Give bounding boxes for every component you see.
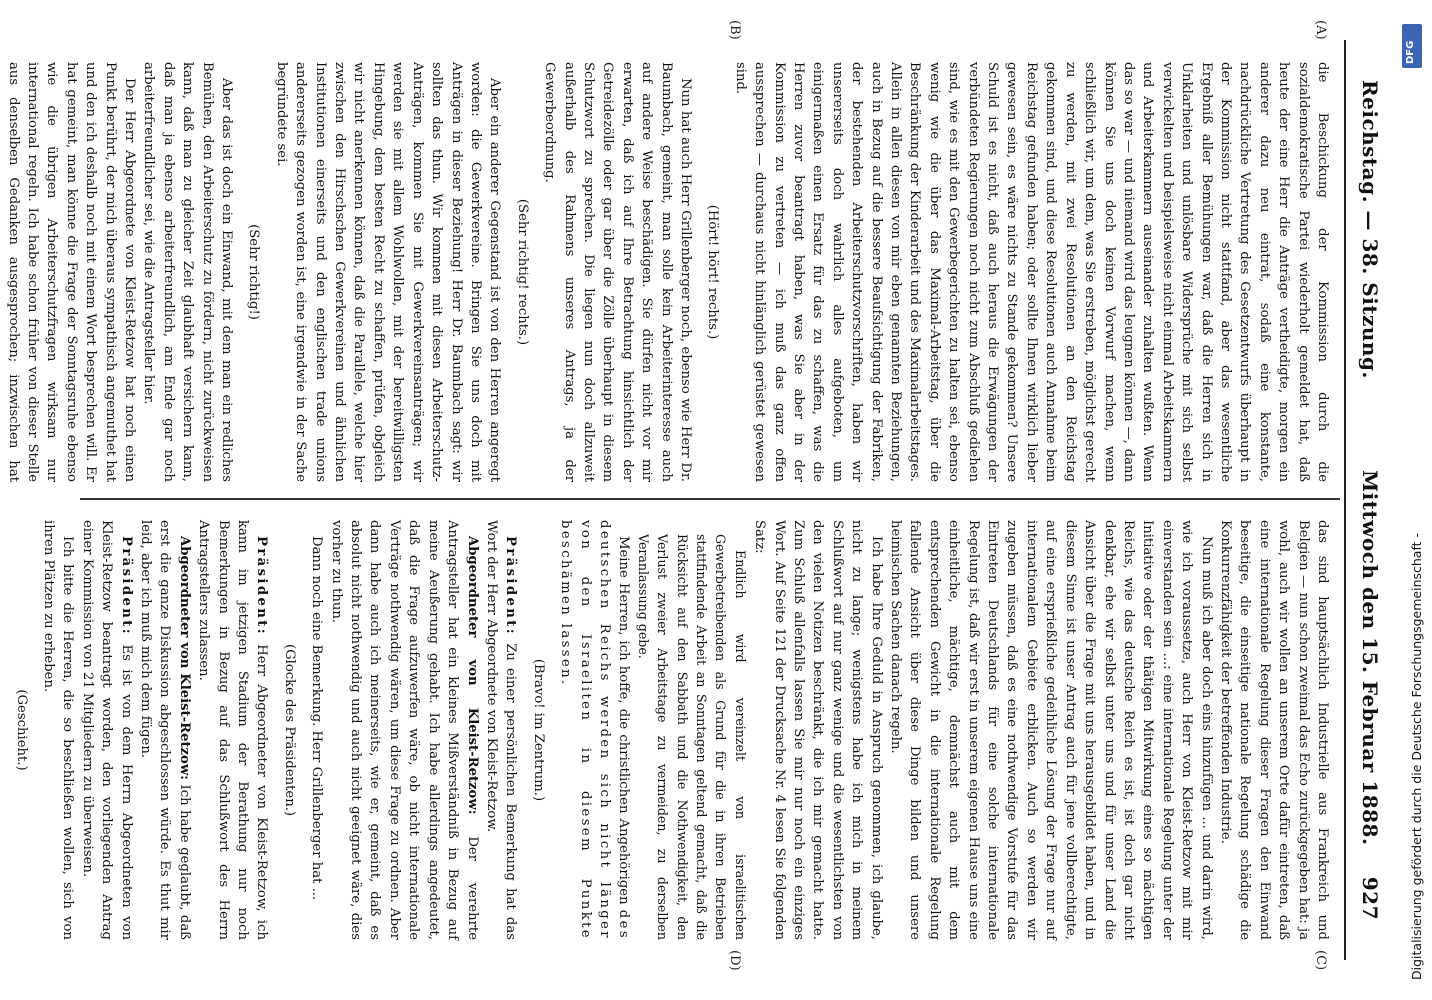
paragraph: Ich habe Ihre Geduld in Anspruch genommen, ich glaube, nicht zu lange; wenigstens habe ich mich in meinem Schlußwort auf nur ganz wenige und die wesentlichsten von den vielen Notizen beschränkt, die ich mir gemacht hatte. Zum Schluß allenfalls lassen Sie mir nur noch ein einziges Wort. Auf Seite 121 der Drucksache Nr. 4 lesen Sie folgenden Satz: bbox=[752, 520, 884, 940]
paragraph: Der Herr Abgeordnete von Kleist-Retzow hat noch einen Punkt berührt, der mich überaus sympathisch angemuthet hat und den ich deshalb noch mit einem Wort besprechen will. Er hat gemeint, man könne die Frage der Sonntagsruhe ebenso wie die übrigen Arbeiterschutzfragen wirksam nur international regeln. Ich habe schon früher von dieser Stelle aus denselben Gedanken ausgesprochen; inzwischen hat bbox=[5, 62, 138, 482]
credit-text: Digitalisierung gefördert durch die Deutsche Forschungsgemeinschaft - bbox=[1409, 532, 1424, 980]
paragraph: Dann noch eine Bemerkung. Herr Grillenberger hat ... bbox=[309, 536, 325, 901]
speaker-label: Abgeordneter von Kleist-Retzow: bbox=[176, 536, 192, 781]
paragraph bbox=[194, 520, 272, 940]
speech-text: Es ist von dem Herrn Abgeordneten von Kleist-Retzow beantragt worden, den vorliegenden Antrag einer Kommission von 21 Mitgliedern zu überweisen. bbox=[79, 520, 134, 940]
margin-mark-a: (A) bbox=[1313, 20, 1328, 40]
margin-mark-d: (D) bbox=[727, 950, 742, 971]
speaker-label: Präsident: bbox=[254, 536, 270, 637]
paragraph bbox=[482, 520, 521, 940]
left-column bbox=[0, 62, 1332, 482]
page-number: 927 bbox=[1358, 876, 1382, 920]
header-rule bbox=[1344, 40, 1346, 960]
margin-mark-c: (C) bbox=[1313, 950, 1328, 971]
header-title: Reichstag. — 38. Sitzung. bbox=[1358, 80, 1382, 379]
paragraph bbox=[136, 520, 194, 940]
paragraph: die Beschickung der Kommission durch die sozialdemokratische Partei wiederholt gemeldet hat, daß heute der eine Herr die Anträge vertheidigte, morgen ein anderer dazu neu eintrat, sodaß eine konstante, nachdrückliche Vertretung des Gesetzentwurfs überhaupt in der Kommission nicht stattfand, aber das wesentliche Ergebniß aller Bemühungen war, daß die Herren sich in Unklarheiten und unlösbare Widersprüche mit sich selbst verwickelten und beispielsweise nicht einmal Arbeitskammern und Arbeiterkammern auseinander zuhalten wußten. Wenn das so war — und niemand wird das leugnen können —, dann können Sie uns doch keinen Vorwurf machen, wenn schließlich wir, um dem, was Sie erstreben, möglichst gerecht zu werden, mit zwei Resolutionen an den Reichstag gekommen sind, und diese Resolutionen auch Annahme beim Reichstag gefunden haben; oder sollte Ihnen wirklich lieber gewesen sein, es wäre nichts zu Stande gekommen? Unsere Schuld ist es nicht, daß auch heraus die Erwägungen der verbündeten Regierungen noch nicht zum Abschluß gediehen sind, wie es mit den Gewerbegerichten zu halten sei, ebenso wenig wie die über das Maximal-Arbeitstag, über die Beschränkung der Kinderarbeit und des Maximalarbeitstages. Allein in allen diesen von mir eben genannten Beziehungen, auch in Bezug auf die bessere Beaufsichtigung der Fabriken, der bestehenden Arbeiterschutzvorschriften, haben wir unsererseits doch wahrlich alles aufgeboten, um einigermaßen einen Ersatz für das zu schaffen, was die Herren zuvor beantragt haben, was Sie aber in der Kommission zu vertreten — ich muß das ganz offen aussprechen — durchaus nicht hinlänglich gerüstet gewesen sind. bbox=[732, 62, 1330, 482]
margin-mark-b: (B) bbox=[727, 20, 742, 40]
paragraph: Ich bitte die Herren, die so beschließen wollen, sich von ihren Plätzen zu erheben. bbox=[41, 520, 76, 940]
paragraph: Aber ein anderer Gegenstand ist von den Herren angeregt worden: die Gewerkvereine. Bringen Sie uns doch mit Anträgen in dieser Beziehung! Herr Dr. Baumbach sagt: wir sollten das thun. Wir kommen mit diesen Arbeiterschutz-Anträgen, kommen Sie mit Gewerkvereinsanträgen; wir werden sie mit allem Wohlwollen, mit der bereitwilligsten Hingebung, dem besten Recht zu schaffen, prüfen, obgleich wir nicht anerkennen können, daß die Parallele, welche hier zwischen den Hirschschen Gewerkvereinen und ähnlichen Institutionen einerseits und den englischen trade unions andererseits gezogen worden ist, eine irgendwie in der Sache begründete sei. bbox=[273, 62, 503, 482]
interjection: (Geschieht.) bbox=[13, 689, 29, 771]
emphasized-text: des deutschen Reichs werden sich nicht länger von den Israeliten in diesem Punkte beschämen lassen. bbox=[558, 520, 632, 940]
page-header bbox=[1352, 40, 1382, 960]
speech-text: Herr Abgeordneter von Kleist-Retzow, ich kann im jetzigen Stadium der Berathung nur noch Bemerkungen in Bezug auf das Schlußwort des Herrn Antragstellers zulassen. bbox=[196, 520, 270, 940]
paragraph bbox=[326, 520, 481, 940]
paragraph: Aber das ist doch ein Einwand, mit dem man ein redliches Bemühen, den Arbeiterschutz zu fördern, nicht zurückweisen kann, daß man zu gleicher Zeit glaubhaft versichern kann, daß man ja ebenso arbeiterfreundlich, am Ende gar noch arbeiterfreundlicher sei, wie die Antragsteller hier. bbox=[141, 62, 235, 482]
quotation: Endlich wird vereinzelt von israelitischen Gewerbetreibenden als Grund für die in ihren Betrieben stattfindende Arbeit an Sonntagen geltend gemacht, daß die Rücksicht auf den Sabbath und die Nothwendigkeit, den Verlust zweier Arbeitstage zu vermeiden, zu derselben Veranlassung gebe. bbox=[635, 534, 748, 940]
interjection: (Sehr richtig! rechts.) bbox=[514, 198, 530, 346]
column-divider bbox=[80, 498, 1340, 500]
speech-text: Ich habe geglaubt, daß erst die ganze Diskussion abgeschlossen würde. Es thut mir leid, aber ich muß mich dem fügen. bbox=[138, 520, 192, 940]
paragraph-text: Meine Herren, ich hoffe, die christlichen Angehörigen bbox=[616, 536, 632, 905]
interjection: (Sehr richtig!) bbox=[246, 224, 262, 320]
interjection: (Glocke des Präsidenten.) bbox=[281, 643, 297, 817]
speaker-label: Präsident: bbox=[503, 536, 519, 637]
speech-text: Der verehrte Antragsteller hat ein kleines Mißverständniß in Bezug auf meine Aeußerung gehabt. Ich habe allerdings angedeutet, daß die Frage aufzuwerfen wäre, ob nicht internationale Verträge nothwendig wären, um diese Frage zu ordnen. Aber dann habe auch ich meinerseits, wie er, gemeint, daß es absolut nicht nothwendig und auch nicht geeignet wäre, dies vorher zu thun. bbox=[328, 520, 480, 940]
paragraph: Nun hat auch Herr Grillenberger noch, ebenso wie Herr Dr. Baumbach, gemeint, man solle kein Arbeiterinteresse auch auf andere Weise beschädigen. Sie dürfen nicht vor mir erwarten, daß ich auf Ihre Betrachtung hinsichtlich der Getreidezölle oder gar über die Zölle überhaupt in diesem Schutzwort zu sprechen. Die liegen nun doch allzuweit außerhalb des Rahmens unseres Antrags, ja der Gewerbeordnung. bbox=[542, 62, 693, 482]
paragraph: Nun muß ich aber doch eins hinzufügen ... und darin wird, wie ich voraussetze, auch Herr von Kleist-Retzow mit mir einverstanden sein ...: eine internationale Regelung unter der Initiative oder der thätigen Mitwirkung eines so mächtigen Reichs, wie das deutsche Reich es ist, ist doch gar nicht denkbar, ehe wir selbst unter uns und für unser Land die Ansicht über die Frage mit uns herausgebildet haben, und in diesem Sinne ist unser Antrag auch für jene vollberechtigte, auf eine ersprießliche gedeihliche Lösung der Frage nur auf internationalem Gebiete erblicken. Auch so werden wir zugeben müssen, daß es eine nothwendige Vorstufe für das Eintreten Deutschlands für eine solche internationale Regelung ist, daß wir erst in unserem eigenen Hause uns eine einheitliche, mächtige, demnächst auch mit dem entsprechenden Gewicht in die internationale Regelung fallende Ansicht über diese Dinge bilden und unsere heimischen Sachen danach regeln. bbox=[888, 520, 1214, 940]
interjection: (Hört! hört! rechts.) bbox=[705, 204, 721, 340]
interjection: (Bravo! im Zentrum.) bbox=[530, 658, 546, 802]
dfg-logo: DFG bbox=[1402, 24, 1422, 68]
paragraph bbox=[556, 520, 634, 940]
right-column bbox=[3, 520, 1332, 940]
paragraph bbox=[77, 520, 135, 940]
paragraph: das sind hauptsächlich Industrielle aus Frankreich und Belgien — nun schon zweimal das Echo zurückgegeben hat: ja wohl, auch wir wollen an unserem Orte dafür eintreten, daß eine internationale Regelung dieser Fragen den Einwand beseitige, die einseitige nationale Regelung schädige die Konkurrenzfähigkeit der betreffenden Industrie. bbox=[1217, 520, 1330, 940]
speech-text: Zu einer persönlichen Bemerkung hat das Wort der Herr Abgeordnete von Kleist-Retzow. bbox=[483, 520, 519, 940]
speaker-label: Abgeordneter von Kleist-Retzow: bbox=[464, 536, 480, 815]
speaker-label: Präsident: bbox=[118, 536, 134, 637]
header-date: Mittwoch den 15. Februar 1888. bbox=[1358, 470, 1382, 846]
digitization-credit bbox=[1402, 20, 1428, 980]
